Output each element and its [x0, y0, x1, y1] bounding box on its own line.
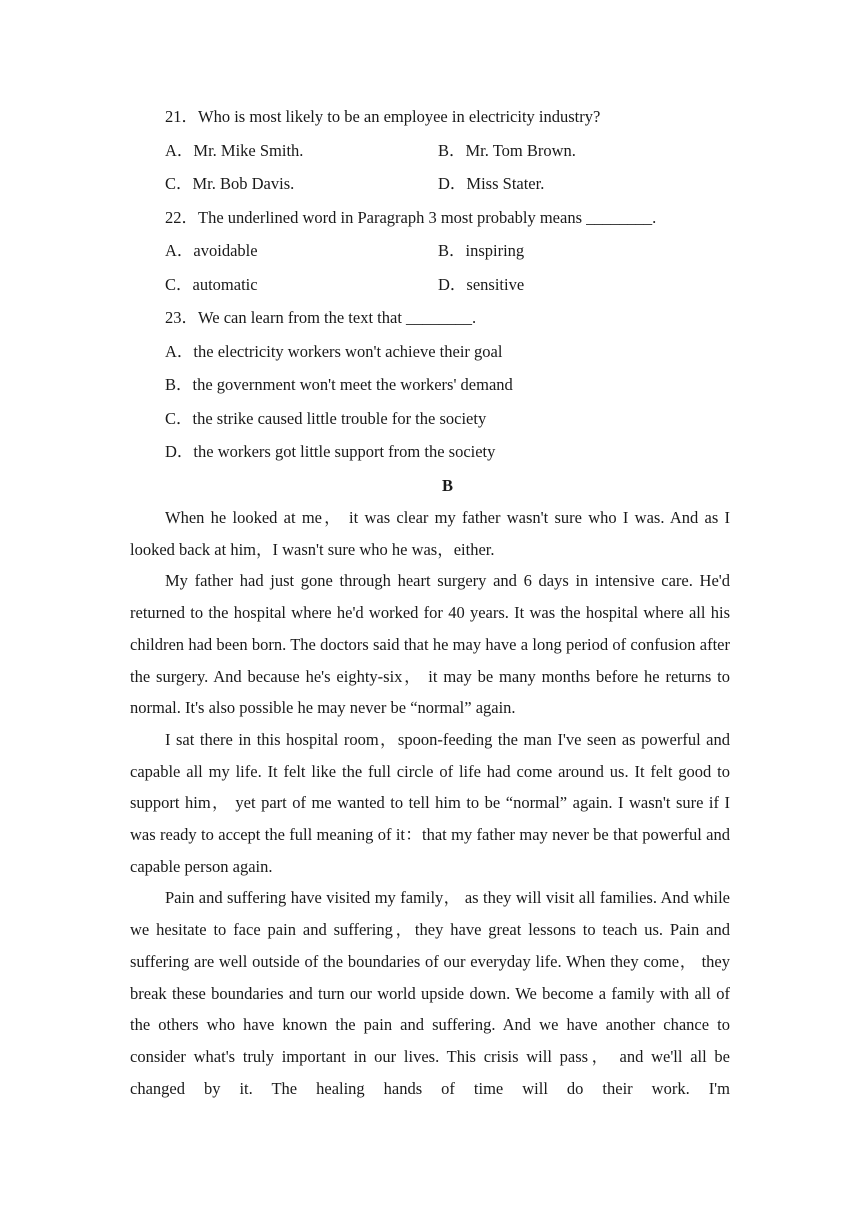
question-22-options-row-2: [130, 268, 730, 302]
question-23-stem: 23．We can learn from the text that ________.: [165, 308, 477, 327]
question-21-options-row-1: [130, 134, 730, 168]
question-21-stem: 21．Who is most likely to be an employee in electricity industry?: [165, 107, 601, 126]
option-23-b: B．the government won't meet the workers' demand: [165, 375, 513, 394]
passage-paragraph-3: I sat there in this hospital room，spoon-feeding the man I've seen as powerful and capable all my life. It felt like the full circle of life had come around us. It felt good to support him， yet part of me wanted to tell him to be “normal” again. I wasn't sure if I was ready to accept the full meaning of it：that my father may never be that powerful and capable person again.: [130, 729, 730, 876]
passage-paragraph-1: When he looked at me， it was clear my father wasn't sure who I was. And as I looked back at him，I wasn't sure who he was，either.: [130, 508, 730, 559]
option-22-d: D．sensitive: [438, 274, 525, 294]
option-23-c: C．the strike caused little trouble for the society: [165, 408, 487, 428]
option-22-c: C．automatic: [165, 274, 258, 294]
option-22-a: A．avoidable: [165, 241, 258, 260]
document-page: [130, 100, 730, 1104]
option-21-b: B．Mr. Tom Brown.: [438, 140, 576, 160]
passage-paragraph-2: My father had just gone through heart surgery and 6 days in intensive care. He'd returned to the hospital where he'd worked for 40 years. It was the hospital where all his children had been born. The doctors said that he may have a long period of confusion after the surgery. And because he's eighty-six， it may be many months before he returns to normal. It's also possible he may never be “normal” again.: [130, 571, 730, 718]
question-22-stem: 22．The underlined word in Paragraph 3 most probably means ________.: [165, 207, 657, 227]
question-22-options-row-1: [130, 234, 730, 268]
passage-paragraph-4: Pain and suffering have visited my family， as they will visit all families. And while we hesitate to face pain and suffering，they have great lessons to teach us. Pain and suffering are well outside of the boundaries of our everyday life. When they come， they break these boundaries and turn our world upside down. We become a family with all of the others who have known the pain and suffering. And we have another chance to consider what's truly important in our lives. This crisis will pass， and we'll all be changed by it. The healing hands of time will do their work. I'm: [130, 888, 730, 1098]
option-21-c: C．Mr. Bob Davis.: [165, 174, 295, 193]
option-22-b: B．inspiring: [438, 241, 525, 260]
option-21-a: A．Mr. Mike Smith.: [165, 140, 304, 160]
section-b-title: B: [441, 475, 453, 495]
option-21-d: D．Miss Stater.: [438, 174, 545, 193]
option-23-a: A．the electricity workers won't achieve their goal: [165, 341, 503, 361]
option-23-d: D．the workers got little support from the society: [165, 442, 496, 461]
question-21-options-row-2: [130, 167, 730, 201]
